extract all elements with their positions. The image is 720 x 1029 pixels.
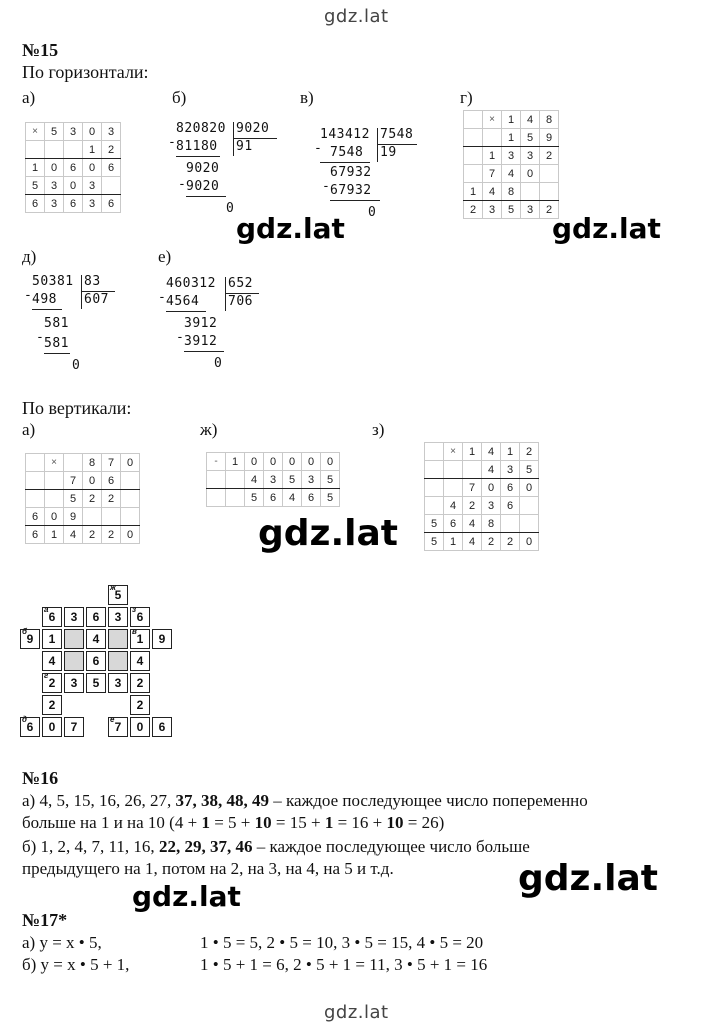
- grid-cell: 3: [45, 195, 64, 213]
- grid-cell: [501, 515, 520, 533]
- long-division-v: [314, 126, 430, 226]
- crossword-clue-letter: ж: [110, 583, 116, 592]
- horizontal-heading: По горизонтали:: [22, 62, 149, 82]
- grid-cell: 2: [520, 443, 539, 461]
- grid-cell: ×: [45, 454, 64, 472]
- grid-cell: 7: [463, 479, 482, 497]
- divisor: 7548: [380, 127, 414, 142]
- task-15-title: №15: [22, 40, 59, 60]
- grid-cell: 3: [482, 497, 501, 515]
- multiplication-grid-vert-a: [25, 453, 140, 544]
- grid-cell: 0: [83, 159, 102, 177]
- grid-cell: 3: [102, 123, 121, 141]
- grid-cell: 9: [540, 129, 559, 147]
- minus-sign: -: [24, 288, 33, 303]
- label-b: б): [172, 88, 187, 107]
- crossword-cell: 6 з: [130, 607, 150, 627]
- grid-row: [464, 183, 559, 201]
- dividend: 50381: [32, 274, 74, 289]
- grid-cell: 4: [482, 461, 501, 479]
- crossword-shaded-cell: [64, 629, 84, 649]
- subtrahend-2: 3912: [184, 334, 218, 349]
- grid-cell: 2: [540, 201, 559, 219]
- grid-cell: [26, 472, 45, 490]
- grid-row: [26, 141, 121, 159]
- crossword-cell: 3: [64, 673, 84, 693]
- grid-cell: [520, 497, 539, 515]
- grid-cell: 8: [83, 454, 102, 472]
- grid-cell: 0: [83, 472, 102, 490]
- grid-row: [425, 443, 539, 461]
- vlabel-a: а): [22, 420, 36, 439]
- remainder: 0: [368, 205, 377, 220]
- task-16-b-line2: предыдущего на 1, потом на 2, на 3, на 4, на 5 и т.д.: [22, 859, 394, 878]
- grid-cell: 2: [463, 497, 482, 515]
- grid-cell: 2: [482, 533, 501, 551]
- crossword-clue-letter: а: [44, 605, 49, 614]
- subtrahend: 4564: [166, 294, 200, 309]
- grid-cell: 1: [463, 443, 482, 461]
- remainder-1: 581: [44, 316, 69, 331]
- grid-cell: 5: [245, 489, 264, 507]
- grid-cell: [26, 490, 45, 508]
- grid-cell: 0: [245, 453, 264, 471]
- vertical-heading: По вертикали:: [22, 398, 132, 418]
- text: = 5 +: [209, 813, 255, 832]
- grid-cell: 4: [283, 489, 302, 507]
- grid-cell: 7: [483, 165, 502, 183]
- label-g: г): [460, 88, 473, 107]
- crossword-shaded-cell: [108, 629, 128, 649]
- watermark-bottom: gdz.lat: [324, 1002, 389, 1023]
- grid-cell: 4: [463, 533, 482, 551]
- grid-cell: 0: [521, 165, 540, 183]
- grid-cell: [102, 508, 121, 526]
- grid-cell: 3: [502, 147, 521, 165]
- grid-cell: 6: [102, 195, 121, 213]
- quotient: 607: [84, 292, 109, 307]
- grid-cell: 6: [501, 497, 520, 515]
- grid-row: [425, 479, 539, 497]
- remainder-1: 3912: [184, 316, 218, 331]
- crossword-cell: 6: [86, 651, 106, 671]
- crossword-cell: 6 а: [42, 607, 62, 627]
- text: = 26): [403, 813, 445, 832]
- crossword-clue-letter: е: [110, 715, 115, 724]
- grid-cell: 2: [464, 201, 483, 219]
- task-16-title: №16: [22, 768, 59, 788]
- grid-cell: 3: [83, 177, 102, 195]
- grid-cell: 4: [483, 183, 502, 201]
- long-division-e: [158, 275, 276, 375]
- grid-cell: ×: [483, 111, 502, 129]
- watermark-top: gdz.lat: [324, 6, 389, 27]
- answer: 10: [386, 813, 404, 832]
- minus-sign: -: [322, 179, 331, 194]
- crossword-cell: 9: [152, 629, 172, 649]
- crossword-shaded-cell: [108, 651, 128, 671]
- text: больше на 1 и на 10 (4 +: [22, 813, 202, 832]
- grid-cell: 9: [64, 508, 83, 526]
- grid-cell: 5: [45, 123, 64, 141]
- label-d: д): [22, 247, 37, 266]
- grid-cell: 2: [501, 533, 520, 551]
- grid-cell: 5: [321, 471, 340, 489]
- grid-cell: 1: [83, 141, 102, 159]
- grid-cell: 1: [444, 533, 463, 551]
- subtrahend-2: 581: [44, 336, 69, 351]
- remainder: 0: [214, 356, 223, 371]
- grid-cell: 3: [45, 177, 64, 195]
- grid-cell: 6: [26, 195, 45, 213]
- quotient: 706: [228, 294, 253, 309]
- vlabel-zh: ж): [200, 420, 218, 439]
- crossword-cell: 4: [42, 651, 62, 671]
- text: а) 4, 5, 15, 16, 26, 27,: [22, 791, 176, 810]
- grid-cell: 1: [226, 453, 245, 471]
- divisor: 9020: [236, 121, 270, 136]
- grid-row: [464, 129, 559, 147]
- grid-cell: 0: [482, 479, 501, 497]
- crossword-cell: 0: [130, 717, 150, 737]
- subtrahend: 7548: [330, 145, 364, 160]
- grid-cell: 2: [83, 490, 102, 508]
- crossword-cell: 6: [86, 607, 106, 627]
- grid-row: [425, 497, 539, 515]
- multiplication-grid-a: [25, 122, 121, 213]
- grid-cell: [83, 508, 102, 526]
- label-a: а): [22, 88, 36, 107]
- crossword-clue-letter: б: [22, 627, 27, 636]
- grid-cell: 3: [521, 147, 540, 165]
- answer: 1: [201, 813, 210, 832]
- grid-cell: 2: [102, 526, 121, 544]
- watermark-overlay: gdz.lat: [236, 212, 345, 245]
- crossword-clue-letter: д: [22, 715, 27, 724]
- text: б) 1, 2, 4, 7, 11, 16,: [22, 837, 159, 856]
- crossword-cell: 2: [130, 673, 150, 693]
- grid-cell: 1: [483, 147, 502, 165]
- grid-cell: 6: [264, 489, 283, 507]
- crossword-cell: 5: [86, 673, 106, 693]
- crossword-cell: 6: [152, 717, 172, 737]
- crossword-cell: 9 б: [20, 629, 40, 649]
- crossword-shaded-cell: [64, 651, 84, 671]
- subtraction-grid-zh: [206, 452, 340, 507]
- grid-row: [207, 453, 340, 471]
- grid-cell: 5: [520, 461, 539, 479]
- text: = 15 +: [271, 813, 325, 832]
- grid-cell: 1: [502, 111, 521, 129]
- grid-cell: 4: [64, 526, 83, 544]
- grid-cell: 4: [482, 443, 501, 461]
- grid-cell: 7: [64, 472, 83, 490]
- grid-cell: 2: [540, 147, 559, 165]
- text: – каждое последующее число попеременно: [268, 791, 588, 810]
- grid-cell: 0: [283, 453, 302, 471]
- grid-cell: 1: [26, 159, 45, 177]
- grid-cell: 0: [302, 453, 321, 471]
- grid-cell: 5: [321, 489, 340, 507]
- grid-cell: 1: [45, 526, 64, 544]
- label-e: е): [158, 247, 172, 266]
- task-16-a-line2: [22, 812, 444, 833]
- grid-row: [464, 111, 559, 129]
- grid-row: [464, 147, 559, 165]
- minus-sign: -: [158, 290, 167, 305]
- task-17-b-left: б) y = x • 5 + 1,: [22, 955, 130, 974]
- watermark-overlay: gdz.lat: [518, 858, 659, 899]
- grid-cell: [483, 129, 502, 147]
- grid-cell: [226, 489, 245, 507]
- text: – каждое последующее число больше: [252, 837, 530, 856]
- minus-sign: -: [178, 177, 187, 192]
- grid-row: [207, 471, 340, 489]
- grid-cell: 0: [45, 159, 64, 177]
- minus-sign: -: [314, 141, 323, 156]
- crossword-cell: 2: [130, 695, 150, 715]
- grid-cell: 5: [425, 515, 444, 533]
- answer: 10: [254, 813, 272, 832]
- grid-cell: [26, 454, 45, 472]
- crossword-cell: 1 в: [130, 629, 150, 649]
- grid-cell: 3: [264, 471, 283, 489]
- grid-row: [26, 508, 140, 526]
- grid-cell: [64, 141, 83, 159]
- grid-cell: 0: [121, 526, 140, 544]
- long-division-d: [24, 273, 132, 373]
- crossword-cell: 6 д: [20, 717, 40, 737]
- grid-cell: 4: [502, 165, 521, 183]
- grid-cell: [45, 141, 64, 159]
- crossword-clue-letter: в: [132, 627, 137, 636]
- answer: 37, 38, 48, 49: [175, 791, 269, 810]
- grid-cell: 5: [64, 490, 83, 508]
- grid-cell: 1: [502, 129, 521, 147]
- grid-cell: [425, 479, 444, 497]
- grid-cell: [121, 472, 140, 490]
- quotient: 91: [236, 139, 253, 154]
- crossword-cell: 4: [86, 629, 106, 649]
- crossword-grid: [20, 585, 200, 743]
- grid-cell: [64, 454, 83, 472]
- grid-cell: [226, 471, 245, 489]
- grid-row: [207, 489, 340, 507]
- grid-cell: 3: [521, 201, 540, 219]
- grid-cell: [464, 165, 483, 183]
- grid-cell: 1: [501, 443, 520, 461]
- task-16-a-line1: [22, 790, 588, 811]
- grid-cell: 6: [302, 489, 321, 507]
- grid-cell: 6: [64, 195, 83, 213]
- dividend: 820820: [176, 121, 226, 136]
- crossword-cell: 3: [108, 673, 128, 693]
- grid-cell: [102, 177, 121, 195]
- grid-row: [26, 454, 140, 472]
- grid-cell: 3: [83, 195, 102, 213]
- grid-cell: 2: [102, 141, 121, 159]
- crossword-cell: 7 е: [108, 717, 128, 737]
- grid-cell: 0: [520, 533, 539, 551]
- watermark-overlay: gdz.lat: [258, 513, 399, 554]
- grid-row: [26, 177, 121, 195]
- task-17-a-left: а) y = x • 5,: [22, 933, 102, 952]
- grid-cell: [540, 183, 559, 201]
- grid-cell: 5: [425, 533, 444, 551]
- grid-cell: 0: [64, 177, 83, 195]
- task-16-b-line1: [22, 836, 530, 857]
- grid-cell: 2: [102, 490, 121, 508]
- grid-cell: ×: [26, 123, 45, 141]
- crossword-cell: 4: [130, 651, 150, 671]
- vlabel-z: з): [372, 420, 385, 439]
- grid-cell: 1: [464, 183, 483, 201]
- grid-cell: 3: [64, 123, 83, 141]
- grid-cell: 0: [321, 453, 340, 471]
- grid-cell: 8: [502, 183, 521, 201]
- grid-cell: [45, 490, 64, 508]
- dividend: 143412: [320, 127, 370, 142]
- grid-cell: [207, 489, 226, 507]
- grid-cell: [26, 141, 45, 159]
- minus-sign: -: [36, 330, 45, 345]
- grid-row: [26, 526, 140, 544]
- grid-cell: [540, 165, 559, 183]
- remainder-1: 67932: [330, 165, 372, 180]
- grid-cell: 0: [264, 453, 283, 471]
- grid-cell: 4: [245, 471, 264, 489]
- grid-cell: 6: [444, 515, 463, 533]
- grid-cell: 3: [483, 201, 502, 219]
- grid-cell: 0: [121, 454, 140, 472]
- watermark-overlay: gdz.lat: [552, 212, 661, 245]
- crossword-cell: 1: [42, 629, 62, 649]
- grid-cell: [425, 497, 444, 515]
- grid-cell: 4: [521, 111, 540, 129]
- grid-cell: 5: [502, 201, 521, 219]
- remainder: 0: [226, 201, 235, 216]
- grid-cell: 2: [83, 526, 102, 544]
- grid-cell: 5: [521, 129, 540, 147]
- grid-cell: 0: [45, 508, 64, 526]
- grid-cell: [425, 443, 444, 461]
- crossword-clue-letter: г: [44, 671, 49, 680]
- multiplication-grid-g: [463, 110, 559, 219]
- grid-cell: [121, 508, 140, 526]
- grid-cell: [45, 472, 64, 490]
- subtrahend: 81180: [176, 139, 218, 154]
- grid-cell: [444, 479, 463, 497]
- grid-cell: 4: [463, 515, 482, 533]
- grid-cell: -: [207, 453, 226, 471]
- grid-cell: 0: [83, 123, 102, 141]
- grid-row: [425, 515, 539, 533]
- crossword-cell: 2: [42, 695, 62, 715]
- crossword-cell: 0: [42, 717, 62, 737]
- grid-row: [26, 472, 140, 490]
- grid-cell: 6: [26, 526, 45, 544]
- multiplication-grid-z: [424, 442, 539, 551]
- divisor: 83: [84, 274, 101, 289]
- grid-cell: 6: [64, 159, 83, 177]
- grid-cell: [444, 461, 463, 479]
- grid-cell: 5: [283, 471, 302, 489]
- grid-row: [464, 201, 559, 219]
- grid-cell: [207, 471, 226, 489]
- dividend: 460312: [166, 276, 216, 291]
- grid-cell: 3: [302, 471, 321, 489]
- crossword-clue-letter: з: [132, 605, 137, 614]
- grid-cell: 6: [26, 508, 45, 526]
- divisor: 652: [228, 276, 253, 291]
- subtrahend-2: 9020: [186, 179, 220, 194]
- text: = 16 +: [333, 813, 387, 832]
- quotient: 19: [380, 145, 397, 160]
- minus-sign: -: [168, 135, 177, 150]
- grid-cell: 6: [102, 472, 121, 490]
- grid-cell: 8: [540, 111, 559, 129]
- grid-cell: 3: [501, 461, 520, 479]
- grid-row: [464, 165, 559, 183]
- grid-row: [26, 159, 121, 177]
- minus-sign: -: [176, 330, 185, 345]
- crossword-cell: 3: [108, 607, 128, 627]
- grid-cell: [464, 111, 483, 129]
- grid-cell: 5: [26, 177, 45, 195]
- remainder: 0: [72, 358, 81, 373]
- grid-row: [26, 195, 121, 213]
- grid-cell: [521, 183, 540, 201]
- label-v: в): [300, 88, 314, 107]
- grid-cell: [425, 461, 444, 479]
- grid-row: [425, 461, 539, 479]
- crossword-cell: 7: [64, 717, 84, 737]
- grid-cell: 4: [444, 497, 463, 515]
- crossword-cell: 2 г: [42, 673, 62, 693]
- answer: 22, 29, 37, 46: [158, 837, 253, 856]
- watermark-overlay: gdz.lat: [132, 880, 241, 913]
- grid-cell: 6: [501, 479, 520, 497]
- grid-cell: 0: [520, 479, 539, 497]
- grid-cell: ×: [444, 443, 463, 461]
- grid-cell: 8: [482, 515, 501, 533]
- grid-cell: [464, 147, 483, 165]
- subtrahend-2: 67932: [330, 183, 372, 198]
- remainder-1: 9020: [186, 161, 220, 176]
- task-17-a-right: 1 • 5 = 5, 2 • 5 = 10, 3 • 5 = 15, 4 • 5 = 20: [200, 933, 484, 952]
- answer: 1: [324, 813, 334, 832]
- task-17-b-right: 1 • 5 + 1 = 6, 2 • 5 + 1 = 11, 3 • 5 + 1 = 16: [200, 955, 488, 974]
- grid-cell: [520, 515, 539, 533]
- subtrahend: 498: [32, 292, 57, 307]
- grid-row: [26, 490, 140, 508]
- grid-row: [26, 123, 121, 141]
- grid-cell: 7: [102, 454, 121, 472]
- crossword-cell: 5 ж: [108, 585, 128, 605]
- task-17-title: №17*: [22, 910, 68, 930]
- grid-cell: [463, 461, 482, 479]
- crossword-cell: 3: [64, 607, 84, 627]
- grid-cell: [121, 490, 140, 508]
- grid-row: [425, 533, 539, 551]
- long-division-b: [168, 120, 286, 220]
- grid-cell: [464, 129, 483, 147]
- grid-cell: 6: [102, 159, 121, 177]
